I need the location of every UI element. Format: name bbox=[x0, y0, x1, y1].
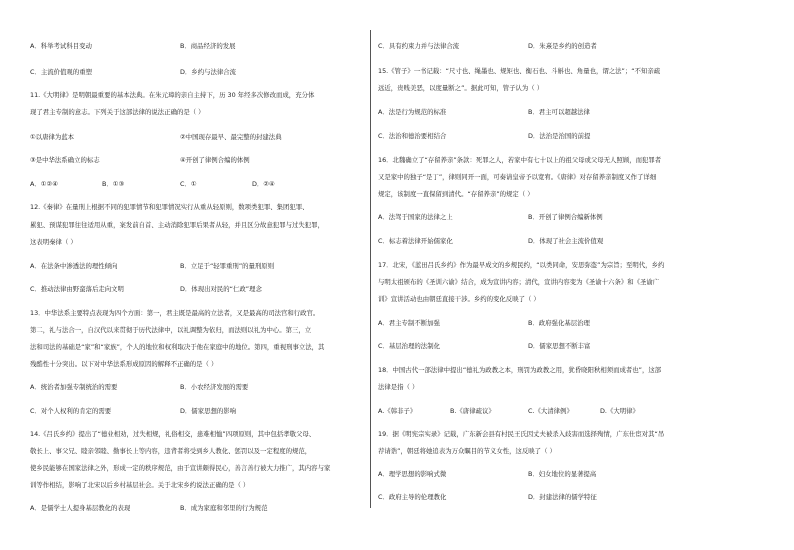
q11-stem-line-1: 11.《大明律》是明朝最重要的基本法典。在朱元璋的亲自主持下，历 30 年经多次修改而成，充分体 bbox=[30, 91, 315, 99]
q12-option-a: A．在法条中渗透法的理性倾向 bbox=[30, 262, 118, 270]
q17-option-c: C．基层治理的法制化 bbox=[378, 342, 440, 350]
q14-option-b: B．成为家庭和邻里的行为规范 bbox=[180, 504, 268, 512]
q16-option-b: B．开创了律例合编新体例 bbox=[528, 213, 603, 221]
q15-option-b: B．君主可以超越法律 bbox=[528, 108, 590, 116]
q16-line-1: 16．北魏确立了“存留养亲”条款：死罪之人，若家中有七十以上的祖父母或父母无人照顾，而犯罪者 bbox=[378, 156, 662, 164]
q13-option-a: A．统治者加强专制统治的需要 bbox=[30, 383, 118, 391]
q12-line-1: 12.《秦律》在量刑上根据不同的犯罪情节和犯罪情况实行从重从轻原则，数项类犯罪、集团犯罪、 bbox=[30, 203, 309, 211]
q19-option-d: D．封建法律的儒学特征 bbox=[528, 493, 597, 501]
q11-option-a: A．①②④ bbox=[30, 180, 58, 188]
q19-option-a: A．理学思想的影响式微 bbox=[378, 470, 447, 478]
q16-option-d: D．体现了社会主流价值观 bbox=[528, 237, 604, 245]
q14-option-a: A．是儒学士人提身基层教化的表现 bbox=[30, 504, 131, 512]
q13-line-4: 残酷性十分突出。以下对中华法系形成原因的解释不正确的是（ ） bbox=[30, 360, 218, 368]
q17-option-d: D．儒家思想不断丰富 bbox=[528, 342, 591, 350]
q11-option-d: D．②④ bbox=[252, 180, 275, 188]
q13-line-3: 法和司法的基础是“家”和“家族”，个人的地位和权利取决于他在家庭中的地位。第四，重视刑事立法，其 bbox=[30, 343, 325, 351]
q10-option-b: B．商品经济的发展 bbox=[180, 42, 236, 50]
q15-line-2: 远近，贵贱美恶，以度量断之”。据此可知，管子认为（ ） bbox=[378, 84, 544, 92]
q11-option-b: B．①③ bbox=[102, 180, 125, 188]
q18-option-d: D.《大明律》 bbox=[600, 407, 639, 415]
q15-line-1: 15.《管子》一书记载：“尺寸也、绳墨也、规矩也、衡石也、斗斛也、角量也，谓之法”；“不知亲疏 bbox=[378, 67, 661, 75]
q18-line-2: 法律是指（ ） bbox=[378, 383, 419, 391]
q13-line-1: 13．中华法系主要特点表现为四个方面：第一，君主既是最高的立法者，又是最高的司法官和行政官。 bbox=[30, 309, 320, 317]
q13-option-b: B．小农经济发展的需要 bbox=[180, 383, 249, 391]
q11-option-c: C．① bbox=[180, 180, 197, 188]
q12-option-c: C．推动法律由野蛮落后走向文明 bbox=[30, 285, 124, 293]
q17-option-b: B．政府强化基层治理 bbox=[528, 319, 590, 327]
q13-option-c: C．对个人权利的肯定的需要 bbox=[30, 407, 112, 415]
q11-item-3: ③是中华法系确立的标志 bbox=[30, 156, 100, 164]
q19-line-2: 荐请诰”，朝廷将她追表为万众瞩目的节义女性，这反映了（ ） bbox=[378, 447, 556, 455]
left-column bbox=[30, 0, 390, 550]
q10-option-d: D．乡约与法律合流 bbox=[180, 68, 237, 76]
q16-option-a: A．法驾于国家的法律之上 bbox=[378, 213, 453, 221]
q17-line-3: 训》宣讲活动也由朝廷直接干涉。乡约的变化反映了（ ） bbox=[378, 295, 540, 303]
q10-option-a: A．科举考试科目变动 bbox=[30, 42, 92, 50]
q11-stem-line-2: 现了君主专制的意志。下列关于这部法律的说法正确的是（ ） bbox=[30, 108, 205, 116]
q14-line-3: 使乡民能够在国家法律之外，形成一定的秩序规范，由于宣讲颇得民心，善言善行被大力推广，其内容与家 bbox=[30, 464, 331, 472]
q13-option-d: D．儒家思想的影响 bbox=[180, 407, 237, 415]
q19-option-b: B．妇女地位的显著提高 bbox=[528, 470, 597, 478]
q17-line-2: 与明太祖颁布的《圣训六谕》结合，成为宣讲内容；清代，宣讲内容变为《圣谕十六条》和《圣谕广 bbox=[378, 278, 660, 286]
q14-line-1: 14.《吕氏乡约》提出了“德业相劝，过失相规，礼俗相交，患难相恤”四项原则，其中包括孝敬父母、 bbox=[30, 430, 316, 438]
q18-option-b: B.《唐律疏议》 bbox=[450, 407, 495, 415]
q11-item-2: ②中国现存最早、最完整的封建法典 bbox=[180, 133, 282, 141]
q14-line-2: 敬长上、事父兄、睦亲邻睦、勤事长上等内容，违背者将受到乡人教化、惩罚以及一定程度的规范， bbox=[30, 447, 312, 455]
q14-option-d: D．朱熹是乡约的创造者 bbox=[528, 42, 597, 50]
right-column bbox=[378, 0, 738, 550]
q14-option-c: C．具有约束力并与法律合流 bbox=[378, 42, 460, 50]
q15-option-a: A．法是行为规范的标准 bbox=[378, 108, 447, 116]
q13-line-2: 第二，礼与法合一，自汉代以来贯彻于历代法律中，以礼调整为依归，而法则以礼为中心。第三，立 bbox=[30, 326, 312, 334]
q19-option-c: C．政府主导的伦理教化 bbox=[378, 493, 447, 501]
q12-option-d: D．体现出对民的“仁政”理念 bbox=[180, 285, 262, 293]
q15-option-c: C．法治和德治要相结合 bbox=[378, 132, 447, 140]
q16-option-c: C．标志着法律开始儒家化 bbox=[378, 237, 453, 245]
q18-option-c: C.《大清律例》 bbox=[528, 407, 573, 415]
q11-item-4: ④开创了律例合编的体例 bbox=[180, 156, 250, 164]
q10-option-c: C．主流价值观的重塑 bbox=[30, 68, 92, 76]
q19-line-1: 19．据《明宪宗实录》记载，广东新会县有村民王氏因丈夫被杀入歧害而选择殉情，广东仕宦对其“吊 bbox=[378, 430, 665, 438]
q18-line-1: 18．中国古代一部法律中提出“德礼为政教之本，刑罚为政教之用，犹昏晓阳秋相须而成者也”，这部 bbox=[378, 366, 662, 374]
q18-option-a: A.《韩非子》 bbox=[378, 407, 417, 415]
q17-line-1: 17．北宋，《蓝田吕氏乡约》作为最早成文的乡规民约，“以类同命，安思弥盗”为宗旨；至明代，乡约 bbox=[378, 261, 665, 269]
q14-line-4: 训等作相结，影响了北宋以后乡村基层社会。关于北宋乡约说法正确的是（ ） bbox=[30, 481, 250, 489]
q12-line-2: 累犯、预谋犯罪往往适用从重，案发前自首、主动消除犯罪后果者从轻，并且区分故意犯罪与过失犯罪， bbox=[30, 221, 324, 229]
q12-line-3: 这表明秦律（ ） bbox=[30, 238, 77, 246]
q15-option-d: D．法治是治国的前提 bbox=[528, 132, 591, 140]
q17-option-a: A．君主专制不断加强 bbox=[378, 319, 440, 327]
q12-option-b: B．立足于“轻罪重刑”的量刑原则 bbox=[180, 262, 275, 270]
q16-line-3: 规定，该制度一直保留到清代。“存留养亲”的规定（ ） bbox=[378, 190, 534, 198]
q16-line-2: 又是家中的独子“是丁”，律则同开一面，可奏请皇帝予以宽宥。《唐律》对存留养亲制度又作了详细 bbox=[378, 173, 657, 181]
q11-item-1: ①以唐律为蓝本 bbox=[30, 133, 75, 141]
